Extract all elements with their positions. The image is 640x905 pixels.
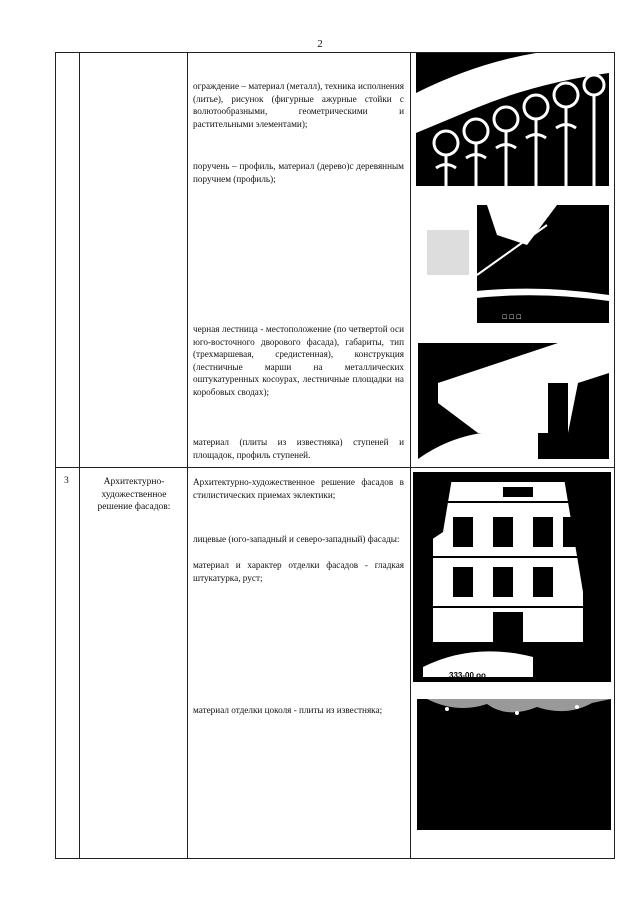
table-border-right (614, 52, 615, 859)
facades-heading: лицевые (юго-западный и северо-западный) фасады: (193, 534, 400, 544)
handrail-paragraph: поручень – профиль, материал (дерево)с деревянным поручнем (профиль); (193, 161, 404, 184)
plinth-paragraph: материал отделки цоколя - плиты из известняка; (193, 705, 383, 715)
table-col-divider-3 (410, 52, 411, 859)
section-title: Архитектурно-художественное решение фасадов: (97, 477, 171, 512)
table-col-divider-1 (79, 52, 80, 859)
row-number: 3 (64, 476, 69, 486)
car-plate-text: 333-00 оо (449, 671, 486, 680)
facade-finish-paragraph: материал и характер отделки фасадов - гладкая штукатурка, руст; (193, 560, 404, 583)
stair-photo-1 (417, 205, 609, 323)
back-stair-paragraph: черная лестница - местоположение (по четвертой оси юго-восточного дворового фасада), габариты, тип (трехмаршевая, средистенная), конструкция (лестничные марши на металлических оштукатуренных косоурах, лестничные площадки на коробовых сводах); (193, 324, 404, 397)
facade-style-paragraph: Архитектурно-художественное решение фасадов в стилистических приемах эклектики; (193, 477, 404, 500)
facade-photo (413, 472, 611, 682)
plinth-photo (417, 699, 611, 830)
railing-photo (416, 53, 609, 186)
table-col-divider-2 (187, 52, 188, 859)
table-row-divider (55, 467, 615, 468)
page-number: 2 (317, 38, 323, 50)
railing-paragraph: ограждение – материал (металл), техника исполнения (литье), рисунок (фигурные ажурные стойки с волютообразными, геометрическими и растительными элементами); (193, 81, 404, 129)
svg-text:☐ ☐ ☐: ☐ ☐ ☐ (502, 315, 522, 321)
table-border-bottom (55, 858, 615, 859)
table-border-left (55, 52, 56, 859)
stair-photo-2 (418, 343, 609, 459)
stair-material-paragraph: материал (плиты из известняка) ступеней и площадок, профиль ступеней. (193, 437, 404, 460)
